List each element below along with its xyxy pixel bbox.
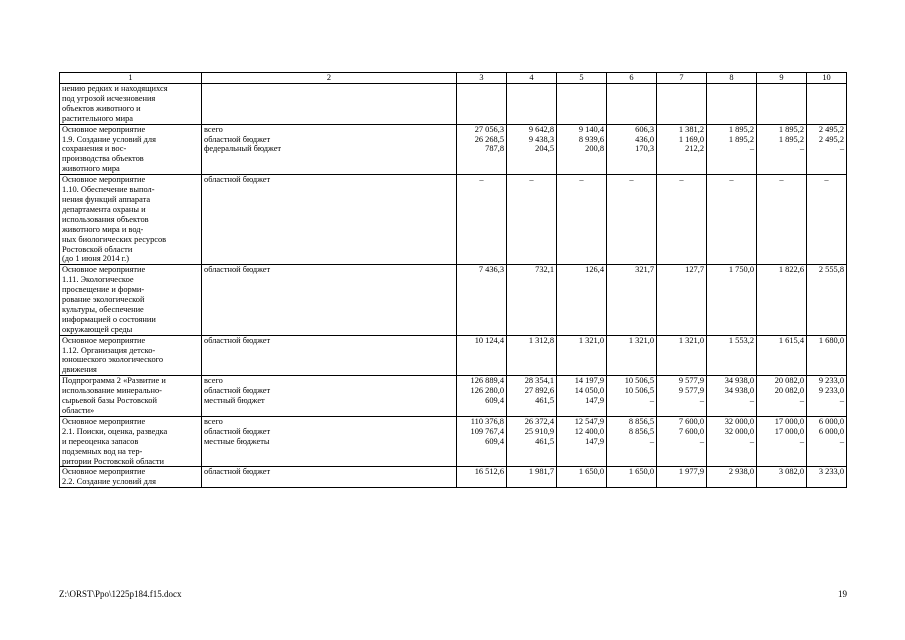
amount-cell: 12 547,9 12 400,0 147,9 <box>557 416 607 467</box>
amount-cell <box>757 84 807 125</box>
amount-cell: 10 124,4 <box>457 335 507 376</box>
amount-cell: 1 381,2 1 169,0 212,2 <box>657 124 707 175</box>
amount-cell: 1 553,2 <box>707 335 757 376</box>
amount-cell <box>607 84 657 125</box>
activity-name-cell: нению редких и находящихся под угрозой исчезновения объектов животного и растительного мира <box>60 84 202 125</box>
amount-cell: 1 750,0 <box>707 265 757 335</box>
activity-name-cell: Основное мероприятие 1.9. Создание условий для сохранения и вос- производства объектов животного мира <box>60 124 202 175</box>
amount-cell <box>557 84 607 125</box>
amount-cell: – <box>507 175 557 265</box>
amount-cell: 27 056,3 26 268,5 787,8 <box>457 124 507 175</box>
amount-cell: 32 000,0 32 000,0 – <box>707 416 757 467</box>
activity-name-cell: Основное мероприятие 2.1. Поиски, оценка, разведка и переоценка запасов подземных вод на тер- ритории Ростовской области <box>60 416 202 467</box>
amount-cell: 17 000,0 17 000,0 – <box>757 416 807 467</box>
table-row <box>60 376 847 417</box>
amount-cell: 110 376,8 109 767,4 609,4 <box>457 416 507 467</box>
amount-cell: 1 680,0 <box>807 335 847 376</box>
funding-source-cell: областной бюджет <box>202 265 457 335</box>
amount-cell: 1 321,0 <box>607 335 657 376</box>
amount-cell: 8 856,5 8 856,5 – <box>607 416 657 467</box>
amount-cell <box>657 84 707 125</box>
amount-cell <box>707 84 757 125</box>
table-row <box>60 84 847 125</box>
amount-cell: 1 895,2 1 895,2 – <box>757 124 807 175</box>
amount-cell: 9 233,0 9 233,0 – <box>807 376 847 417</box>
column-number-cell: 1 <box>60 73 202 84</box>
footer-file-path: Z:\ORST\Ppo\1225p184.f15.docx <box>59 589 182 599</box>
funding-source-cell: областной бюджет <box>202 175 457 265</box>
amount-cell: 14 197,9 14 050,0 147,9 <box>557 376 607 417</box>
amount-cell: – <box>707 175 757 265</box>
column-number-cell: 3 <box>457 73 507 84</box>
table-row <box>60 175 847 265</box>
column-number-cell: 9 <box>757 73 807 84</box>
column-number-cell: 5 <box>557 73 607 84</box>
amount-cell: 2 938,0 <box>707 467 757 488</box>
amount-cell: 20 082,0 20 082,0 – <box>757 376 807 417</box>
column-number-cell: 6 <box>607 73 657 84</box>
column-number-cell: 8 <box>707 73 757 84</box>
activity-name-cell: Основное мероприятие 1.10. Обеспечение выпол- нения функций аппарата департамента охраны и использования объектов животного мира и вод- ных биологических ресурсов Ростовской области (до 1 июня 2014 г.) <box>60 175 202 265</box>
funding-source-cell: областной бюджет <box>202 335 457 376</box>
amount-cell: 3 082,0 <box>757 467 807 488</box>
amount-cell: 1 650,0 <box>607 467 657 488</box>
table-row <box>60 416 847 467</box>
amount-cell: 9 140,4 8 939,6 200,8 <box>557 124 607 175</box>
amount-cell: 732,1 <box>507 265 557 335</box>
table-row <box>60 124 847 175</box>
activity-name-cell: Основное мероприятие 1.11. Экологическое просвещение и форми- рование экологической культуры, обеспечение информацией о состоянии окружающей среды <box>60 265 202 335</box>
amount-cell: 9 642,8 9 438,3 204,5 <box>507 124 557 175</box>
amount-cell <box>807 84 847 125</box>
amount-cell: – <box>457 175 507 265</box>
table-row <box>60 467 847 488</box>
column-number-cell: 4 <box>507 73 557 84</box>
amount-cell: 321,7 <box>607 265 657 335</box>
amount-cell: 1 895,2 1 895,2 – <box>707 124 757 175</box>
activity-name-cell: Подпрограмма 2 «Развитие и использование минерально- сырьевой базы Ростовской области» <box>60 376 202 417</box>
budget-table <box>59 72 847 488</box>
amount-cell: 127,7 <box>657 265 707 335</box>
amount-cell: 1 822,6 <box>757 265 807 335</box>
amount-cell: 16 512,6 <box>457 467 507 488</box>
table-row <box>60 265 847 335</box>
column-number-cell: 2 <box>202 73 457 84</box>
amount-cell: 1 321,0 <box>557 335 607 376</box>
funding-source-cell <box>202 84 457 125</box>
amount-cell: 34 938,0 34 938,0 – <box>707 376 757 417</box>
activity-name-cell: Основное мероприятие 2.2. Создание условий для <box>60 467 202 488</box>
amount-cell: 26 372,4 25 910,9 461,5 <box>507 416 557 467</box>
amount-cell: – <box>557 175 607 265</box>
funding-source-cell: областной бюджет <box>202 467 457 488</box>
amount-cell: 3 233,0 <box>807 467 847 488</box>
funding-source-cell: всего областной бюджет местные бюджеты <box>202 416 457 467</box>
page-number: 19 <box>838 589 847 599</box>
amount-cell <box>507 84 557 125</box>
amount-cell: 7 436,3 <box>457 265 507 335</box>
amount-cell: – <box>807 175 847 265</box>
amount-cell: 1 977,9 <box>657 467 707 488</box>
amount-cell <box>457 84 507 125</box>
activity-name-cell: Основное мероприятие 1.12. Организация детско- юношеского экологического движения <box>60 335 202 376</box>
column-number-cell: 10 <box>807 73 847 84</box>
amount-cell: 1 650,0 <box>557 467 607 488</box>
column-number-header <box>60 73 847 84</box>
funding-source-cell: всего областной бюджет федеральный бюджет <box>202 124 457 175</box>
amount-cell: 28 354,1 27 892,6 461,5 <box>507 376 557 417</box>
amount-cell: – <box>657 175 707 265</box>
amount-cell: 9 577,9 9 577,9 – <box>657 376 707 417</box>
funding-source-cell: всего областной бюджет местный бюджет <box>202 376 457 417</box>
amount-cell: – <box>757 175 807 265</box>
amount-cell: – <box>607 175 657 265</box>
amount-cell: 1 615,4 <box>757 335 807 376</box>
amount-cell: 1 312,8 <box>507 335 557 376</box>
amount-cell: 2 495,2 2 495,2 – <box>807 124 847 175</box>
amount-cell: 126 889,4 126 280,0 609,4 <box>457 376 507 417</box>
amount-cell: 6 000,0 6 000,0 – <box>807 416 847 467</box>
amount-cell: 10 506,5 10 506,5 – <box>607 376 657 417</box>
column-number-cell: 7 <box>657 73 707 84</box>
amount-cell: 1 981,7 <box>507 467 557 488</box>
amount-cell: 1 321,0 <box>657 335 707 376</box>
amount-cell: 7 600,0 7 600,0 – <box>657 416 707 467</box>
amount-cell: 2 555,8 <box>807 265 847 335</box>
table-row <box>60 335 847 376</box>
amount-cell: 606,3 436,0 170,3 <box>607 124 657 175</box>
amount-cell: 126,4 <box>557 265 607 335</box>
